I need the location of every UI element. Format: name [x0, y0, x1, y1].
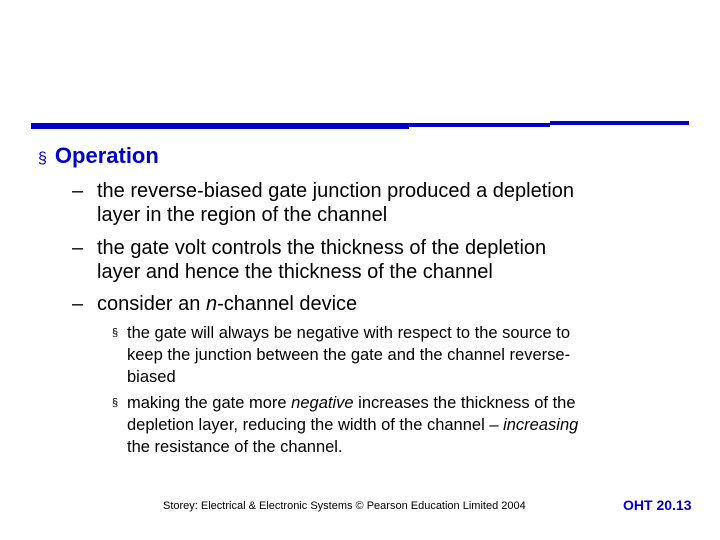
- square-bullet-icon: §: [38, 150, 47, 167]
- footer-credit: Storey: Electrical & Electronic Systems © Pearson Education Limited 2004: [163, 500, 526, 512]
- emphasis-text: negative: [291, 394, 354, 412]
- point-line: the gate volt controls the thickness of the depletion: [97, 237, 547, 259]
- subpoint-more-negative: [112, 392, 682, 458]
- square-bullet-icon: §: [112, 397, 119, 409]
- slide-number: OHT 20.13: [623, 497, 692, 513]
- emphasis-text: n: [205, 293, 218, 315]
- subpoint-line: the resistance of the channel.: [127, 438, 343, 456]
- subpoint-text: increases the thickness of the: [353, 394, 576, 412]
- point-line: the reverse-biased gate junction produced a depletion: [97, 180, 574, 202]
- subpoint-text: depletion layer, reducing the width of the channel –: [127, 416, 504, 434]
- point-line: layer in the region of the channel: [97, 204, 388, 226]
- point-text: -channel device: [217, 293, 358, 315]
- subpoint-line: [112, 392, 682, 414]
- point-n-channel: [72, 292, 672, 316]
- heading-operation: [38, 143, 159, 169]
- header-rule-thin: [550, 121, 689, 125]
- dash-marker: –: [72, 293, 84, 315]
- point-text: consider an: [97, 293, 206, 315]
- point-line: layer and hence the thickness of the channel: [97, 261, 493, 283]
- dash-marker: –: [72, 237, 84, 259]
- section-heading: Operation: [54, 143, 159, 168]
- point-gate-volt: [72, 236, 672, 284]
- header-rule-thick: [31, 123, 409, 129]
- point-depletion-layer: [72, 179, 672, 227]
- emphasis-text: increasing: [503, 416, 579, 434]
- point-line: [72, 292, 672, 316]
- dash-marker: –: [72, 180, 84, 202]
- square-bullet-icon: §: [112, 327, 119, 339]
- subpoint-gate-negative: [112, 322, 682, 388]
- subpoint-line: [112, 414, 682, 436]
- subpoint-line: the gate will always be negative with respect to the source to: [127, 324, 570, 342]
- subpoint-text: making the gate more: [127, 394, 292, 412]
- subpoint-line: keep the junction between the gate and the channel reverse-: [127, 346, 571, 364]
- header-rule-medium: [409, 123, 550, 127]
- subpoint-line: biased: [127, 368, 176, 386]
